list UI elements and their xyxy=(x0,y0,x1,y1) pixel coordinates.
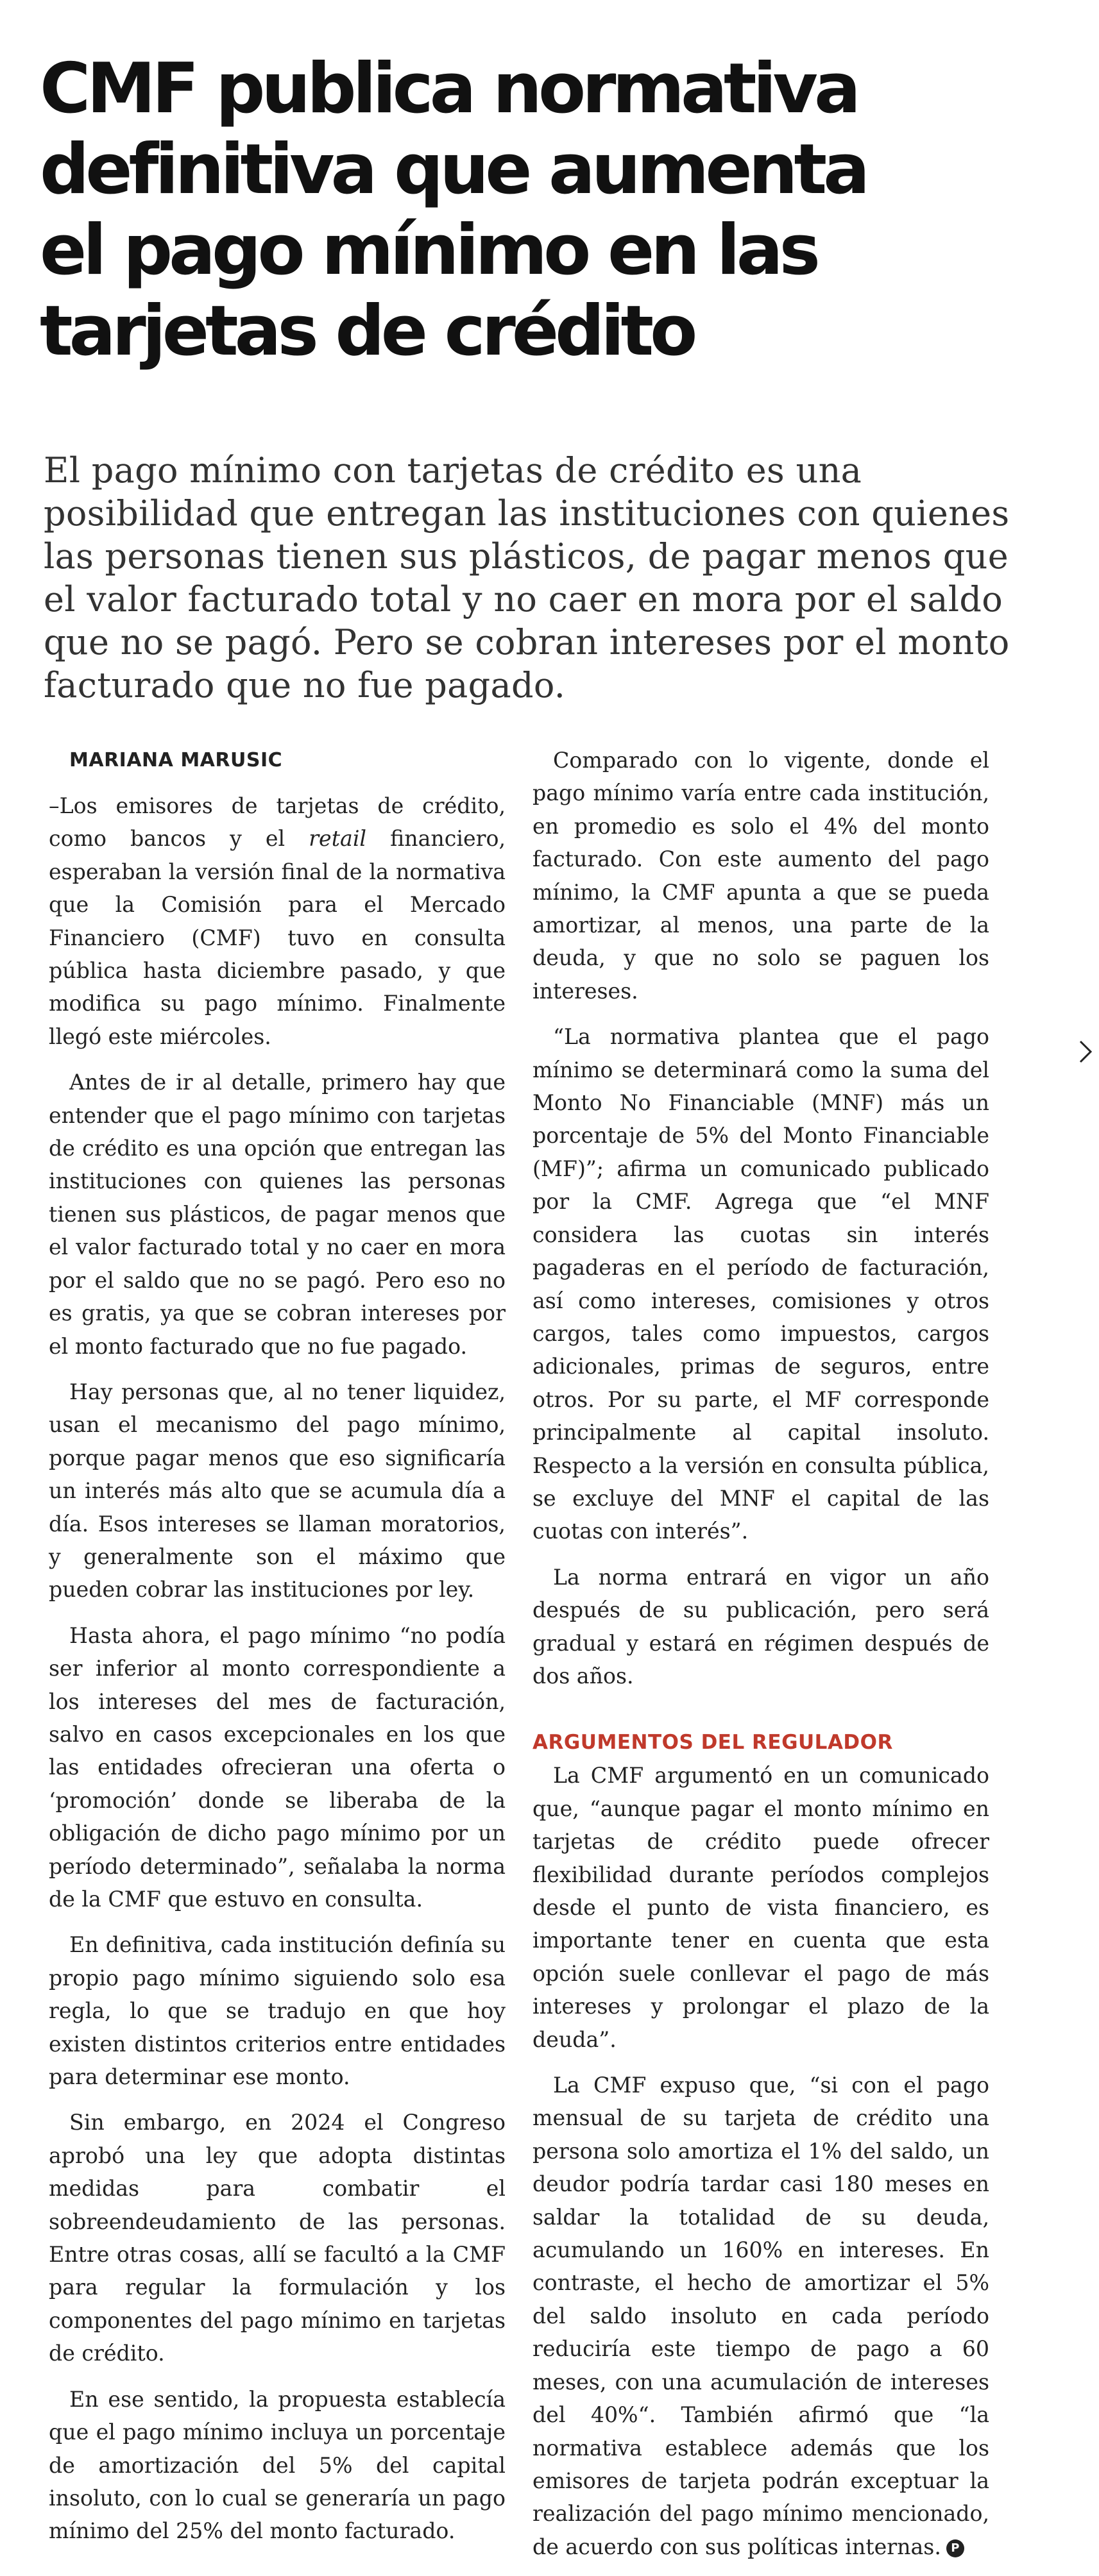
paragraph-7: En ese sentido, la propuesta establecía que el pago mínimo incluya un porcentaje de amortización del 5% del capital insoluto, con lo cual se generaría un pago mínimo del 25% del monto facturado. xyxy=(49,2386,506,2544)
paragraph-9: “La normativa plantea que el pago mínimo se determinará como la suma del Monto No Financiable (MNF) más un porcentaje de 5% del Monto Financiable (MF)”; afirma un comunicado publicado por la CMF. Agrega que “el MNF considera las cuotas sin interés pagaderas en el período de facturación, así como intereses, comisiones y otros cargos, tales como impuestos, cargos adicionales, primas de seguros, entre otros. Por su parte, el MF corresponde principalmente al capital insoluto. Respecto a la versión en consulta pública, se excluye del MNF el capital de las cuotas con interés”. xyxy=(532,1024,989,1544)
article-column-left xyxy=(49,744,506,2561)
paragraph-5: En definitiva, cada institución definía su propio pago mínimo siguiendo solo esa regla, lo que se tradujo en que hoy existen distintos criterios entre entidades para determinar ese monto. xyxy=(49,1932,506,2090)
end-mark-icon: P xyxy=(946,2539,964,2557)
paragraph-11: La CMF argumentó en un comunicado que, “aunque pagar el monto mínimo en tarjetas de crédito puede ofrecer flexibilidad durante períodos complejos desde el punto de vista financiero, es importante tener en cuenta que esta opción suele conllevar el pago de más intereses y prolongar el plazo de la deuda”. xyxy=(532,1763,989,2052)
byline: MARIANA MARUSIC xyxy=(69,749,283,771)
paragraph-1: –Los emisores de tarjetas de crédito, como bancos y el retail financiero, esperaban la versión final de la normativa que la Comisión para el Mercado Financiero (CMF) tuvo en consulta pública hasta diciembre pasado, y que modifica su pago mínimo. Finalmente llegó este miércoles. xyxy=(49,793,506,1049)
paragraph-4: Hasta ahora, el pago mínimo “no podía ser inferior al monto correspondiente a los intereses del mes de facturación, salvo en casos excepcionales en los que las entidades ofrecieran una oferta o ‘promoción’ donde se liberaba de la obligación de dicho pago mínimo por un período determinado”, señalaba la norma de la CMF que estuvo en consulta. xyxy=(49,1622,506,1912)
headline: CMF publica normativa definitiva que aumenta el pago mínimo en las tarjetas de crédito xyxy=(40,49,866,371)
deck: El pago mínimo con tarjetas de crédito es una posibilidad que entregan las instituciones con quienes las personas tienen sus plásticos, de pagar menos que el valor facturado total y no caer en mora por el saldo que no se pagó. Pero se cobran intereses por el monto facturado que no fue pagado. xyxy=(44,450,1010,705)
paragraph-3: Hay personas que, al no tener liquidez, usan el mecanismo del pago mínimo, porque pagar menos que eso significaría un interés más alto que se acumula día a día. Esos intereses se llaman moratorios, y generalmente son el máximo que pueden cobrar las instituciones por ley. xyxy=(49,1379,506,1603)
paragraph-2: Antes de ir al detalle, primero hay que entender que el pago mínimo con tarjetas de crédito es una opción que entregan las instituciones con quienes las personas tienen sus plásticos, de pagar menos que el valor facturado total y no caer en mora por el saldo que no se pagó. Pero eso no es gratis, ya que se cobran intereses por el monto facturado que no fue pagado. xyxy=(49,1070,506,1359)
article-column-right xyxy=(532,744,989,2576)
subhead: ARGUMENTOS DEL REGULADOR xyxy=(532,1731,893,1755)
chevron-right-icon[interactable] xyxy=(1077,1034,1095,1070)
paragraph-8: Comparado con lo vigente, donde el pago mínimo varía entre cada institución, en promedio es solo el 4% del monto facturado. Con este aumento del pago mínimo, la CMF apunta a que se pueda amortizar, al menos, una parte de la deuda, y que no solo se paguen los intereses. xyxy=(532,748,989,1004)
paragraph-10: La norma entrará en vigor un año después de su publicación, pero será gradual y estará en régimen después de dos años. xyxy=(532,1564,989,1688)
paragraph-12: La CMF expuso que, “si con el pago mensual de su tarjeta de crédito una persona solo amortiza el 1% del saldo, un deudor podría tardar casi 180 meses en saldar la totalidad de su deuda, acumulando un 160% en intereses. En contraste, el hecho de amortizar el 5% del saldo insoluto en cada período reduciría este tiempo de pago a 60 meses, con una acumulación de intereses del 40%“. También afirmó que “la normativa establece además que los emisores de tarjeta podrán exceptuar la realización del pago mínimo mencionado, de acuerdo con sus políticas internas. P xyxy=(532,2073,989,2559)
paragraph-6: Sin embargo, en 2024 el Congreso aprobó una ley que adopta distintas medidas para combatir el sobreendeudamiento de las personas. Entre otras cosas, allí se facultó a la CMF para regular la formulación y los componentes del pago mínimo en tarjetas de crédito. xyxy=(49,2110,506,2366)
